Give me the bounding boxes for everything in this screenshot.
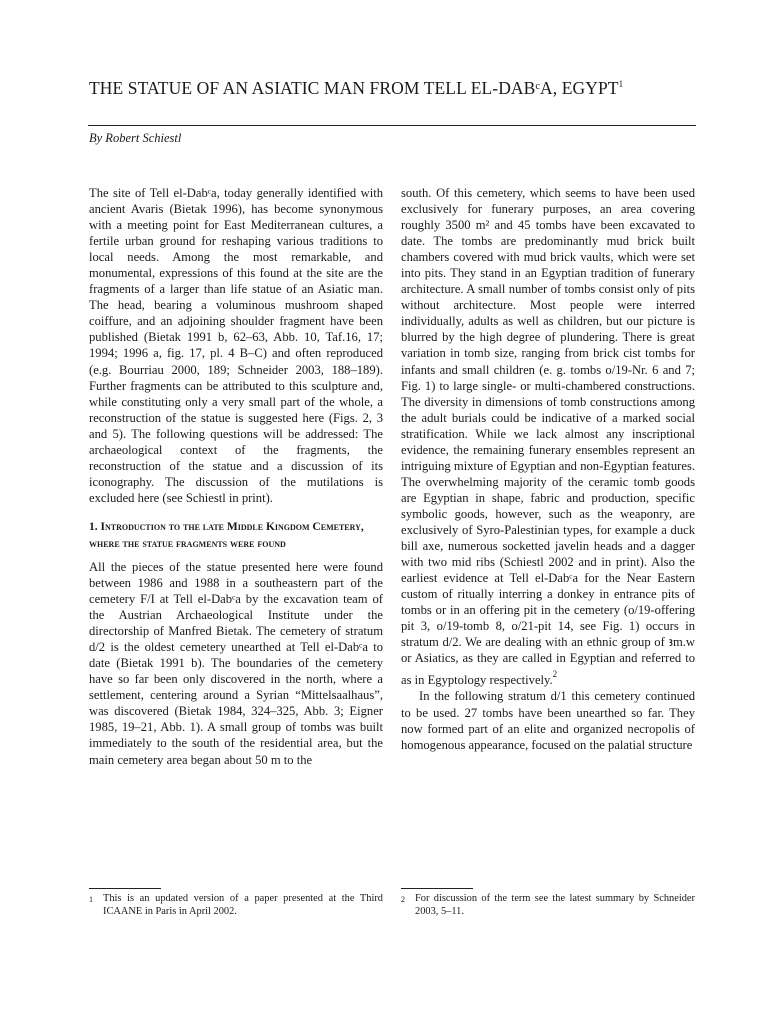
footnote-text: This is an updated version of a paper presented at the Third ICAANE in Paris in April 2002. bbox=[103, 893, 383, 917]
footnote-number: 1 bbox=[89, 895, 93, 904]
right-column bbox=[401, 185, 695, 753]
footnote-2 bbox=[401, 892, 695, 918]
footnote-rule-left bbox=[89, 888, 161, 889]
section-heading: 1. Introduction to the late Middle Kingdom Cemetery, where the statue fragments were found bbox=[89, 520, 364, 550]
footnote-number: 2 bbox=[401, 895, 405, 904]
footnote-ref-2: 2 bbox=[552, 669, 558, 680]
title-footnote-ref: 1 bbox=[618, 79, 624, 89]
footnote-text: For discussion of the term see the latest summary by Schneider 2003, 5–11. bbox=[415, 893, 695, 917]
left-column bbox=[89, 185, 383, 768]
cemetery-paragraph-text: south. Of this cemetery, which seems to have been used exclusively for funerary purposes, an area covering roughly 3500 m² and 45 tombs have been excavated to date. The tombs are predominantly mud brick built chambers covered with mud brick vaults, which were set into pits. They stand in an Egyptian tradition of funerary architecture. A small number of tombs consist only of pits without architecture. Most people were interred individually, adults as well as children, but our picture is blurred by the high degree of plundering. There is great variation in tomb size, ranging from brick cist tombs for infants and small children (e. g. tombs o/19-Nr. 6 and 7; Fig. 1) to large single- or multi-chambered constructions. The diversity in dimensions of tomb constructions among the adult burials could be indicative of a marked social stratification. While we lack almost any inscriptional evidence, the remaining funerary ensembles represent an intriguing mixture of Egyptian and non-Egyptian features. The overwhelming majority of the ceramic tomb goods are Egyptian in shape, fabric and production, specific symbolic goods, however, such as the weaponry, are exclusively of Syro-Palestinian types, for example a duck bill axe, numerous socketted javelin heads and a dagger with two mid ribs (Schiestl 2002 and in print). Also the earliest evidence at Tell el-Dabᶜa for the Near Eastern custom of ritually interring a donkey in entrance pits of tombs or in an offering pit in the cemetery (o/19-offering pit 3, o/19-tomb 8, o/21-pit 14, see Fig. 1) occurs in stratum d/2. We are dealing with an ethnic group of ꜣm.w or Asiatics, as they are called in Egyptian and referred to as in Egyptology respectively. bbox=[401, 186, 695, 688]
title-text: THE STATUE OF AN ASIATIC MAN FROM TELL EL-DABᶜA, EGYPT bbox=[89, 78, 619, 98]
footnote-rule-right bbox=[401, 888, 473, 889]
cemetery-paragraph bbox=[401, 185, 695, 688]
footnote-1 bbox=[89, 892, 383, 918]
author-byline: By Robert Schiestl bbox=[89, 131, 182, 145]
intro-paragraph: The site of Tell el-Dabᶜa, today generally identified with ancient Avaris (Bietak 1996), has become synonymous with a meeting point for East Mediterranean cultures, a fertile urban ground for reshaping various traditions to local needs. Among the most remarkable, and monumental, expressions of this found at the site are the fragments of a larger than life statue of an Asiatic man. The head, bearing a voluminous mushroom shaped coiffure, and an adjoining shoulder fragment have been published (Bietak 1991 b, 62–63, Abb. 10, Taf.16, 17; 1994; 1996 a, fig. 17, pl. 4 B–C) and often reproduced (e.g. Bourriau 2000, 189; Schneider 2003, 188–189). Further fragments can be attributed to this sculpture and, while constituting only a very small part of the whole, a reconstruction of the statue is suggested here (Figs. 2, 3 and 5). The following questions will be addressed: The archaeological context of the fragments, the reconstruction of the statue and a discussion of its iconography. The discussion of the mutilations is excluded here (see Schiestl in print). bbox=[89, 186, 383, 505]
article-title bbox=[89, 78, 689, 99]
title-rule bbox=[88, 125, 696, 126]
stratum-paragraph: In the following stratum d/1 this cemetery continued to be used. 27 tombs have been unearthed so far. They now formed part of an elite and organized necropolis of homogenous appearance, focused on the palatial structure bbox=[401, 689, 695, 752]
section-paragraph: All the pieces of the statue presented here were found between 1986 and 1988 in a southeastern part of the cemetery F/I at Tell el-Dabᶜa by the excavation team of the Austrian Archaeological Institute under the directorship of Manfred Bietak. The cemetery of stratum d/2 is the oldest cemetery unearthed at Tell el-Dabᶜa to date (Bietak 1991 b). The boundaries of the cemetery have so far been only discovered in the north, where a settlement, centering around a Syrian “Mittelsaalhaus”, was discovered (Bietak 1984, 324–325, Abb. 3; Eigner 1985, 19–21, Abb. 1). A small group of tombs was built immediately to the south of the residential area, but the main cemetery area began about 50 m to the bbox=[89, 559, 383, 767]
